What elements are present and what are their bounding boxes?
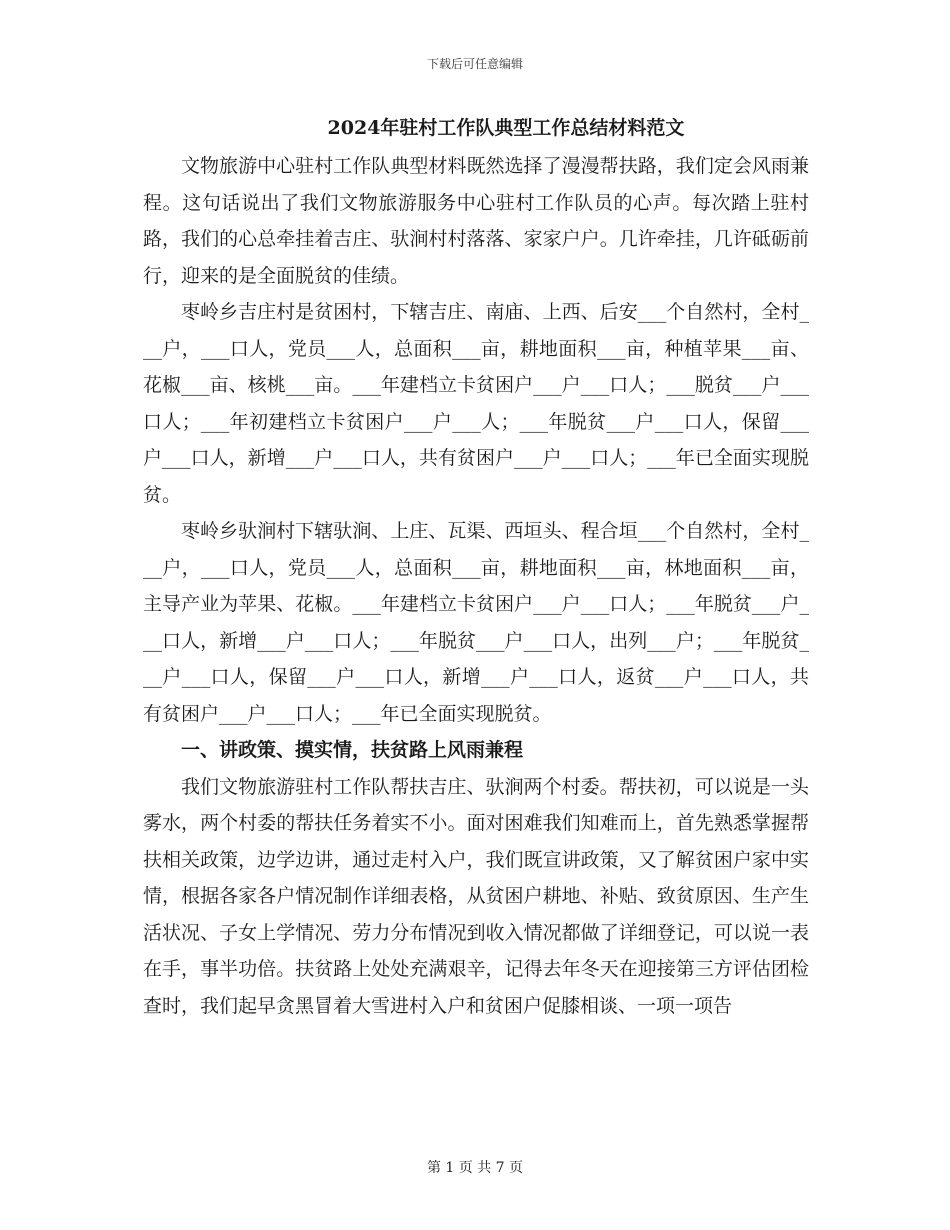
section-heading-1: 一、讲政策、摸实情，扶贫路上风雨兼程: [181, 739, 524, 761]
page-number: 第 1 页 共 7 页: [426, 1160, 524, 1176]
document-title: 2024年驻村工作队典型工作总结材料范文: [327, 117, 685, 139]
paragraph-tuojian-village: 枣岭乡驮涧村下辖驮涧、上庄、瓦渠、西垣头、程合垣___个自然村，全村___户，___口人，党员___人，总面积___亩，耕地面积___亩，林地面积___亩，主导产业为苹果、花椒。___年建档立卡贫困户___户___口人；___年脱贫___户___口人，新增___户___口人；___年脱贫___户___口人，出列___户；___年脱贫___户___口人，保留___户___口人，新增___户___口人，返贫___户___口人，共有贫困户___户___口人；___年已全面实现脱贫。: [143, 520, 809, 725]
paragraph-section-1: 我们文物旅游驻村工作队帮扶吉庄、驮涧两个村委。帮扶初，可以说是一头雾水，两个村委的帮扶任务着实不小。面对困难我们知难而上，首先熟悉掌握帮扶相关政策，边学边讲，通过走村入户，我们既宣讲政策，又了解贫困户家中实情，根据各家各户情况制作详细表格，从贫困户耕地、补贴、致贫原因、生产生活状况、子女上学情况、劳力分布情况到收入情况都做了详细登记，可以说一表在手，事半功倍。扶贫路上处处充满艰辛，记得去年冬天在迎接第三方评估团检查时，我们起早贪黑冒着大雪进村入户和贫困户促膝相谈、一项一项告: [143, 775, 809, 1017]
document-body: [143, 112, 809, 1024]
paragraph-jizhuang-village: 枣岭乡吉庄村是贫困村，下辖吉庄、南庙、上西、后安___个自然村，全村___户，___口人，党员___人，总面积___亩，耕地面积___亩，种植苹果___亩、花椒___亩、核桃___亩。___年建档立卡贫困户___户___口人；___脱贫___户___口人；___年初建档立卡贫困户___户___人；___年脱贫___户___口人，保留___户___口人，新增___户___口人，共有贫困户___户___口人；___年已全面实现脱贫。: [143, 301, 809, 506]
paragraph-intro: 文物旅游中心驻村工作队典型材料既然选择了漫漫帮扶路，我们定会风雨兼程。这句话说出了我们文物旅游服务中心驻村工作队员的心声。每次踏上驻村路，我们的心总牵挂着吉庄、驮涧村村落落、家家户户。几许牵挂，几许砥砺前行，迎来的是全面脱贫的佳绩。: [143, 155, 809, 287]
page-header-note: 下载后可任意编辑: [426, 57, 523, 71]
